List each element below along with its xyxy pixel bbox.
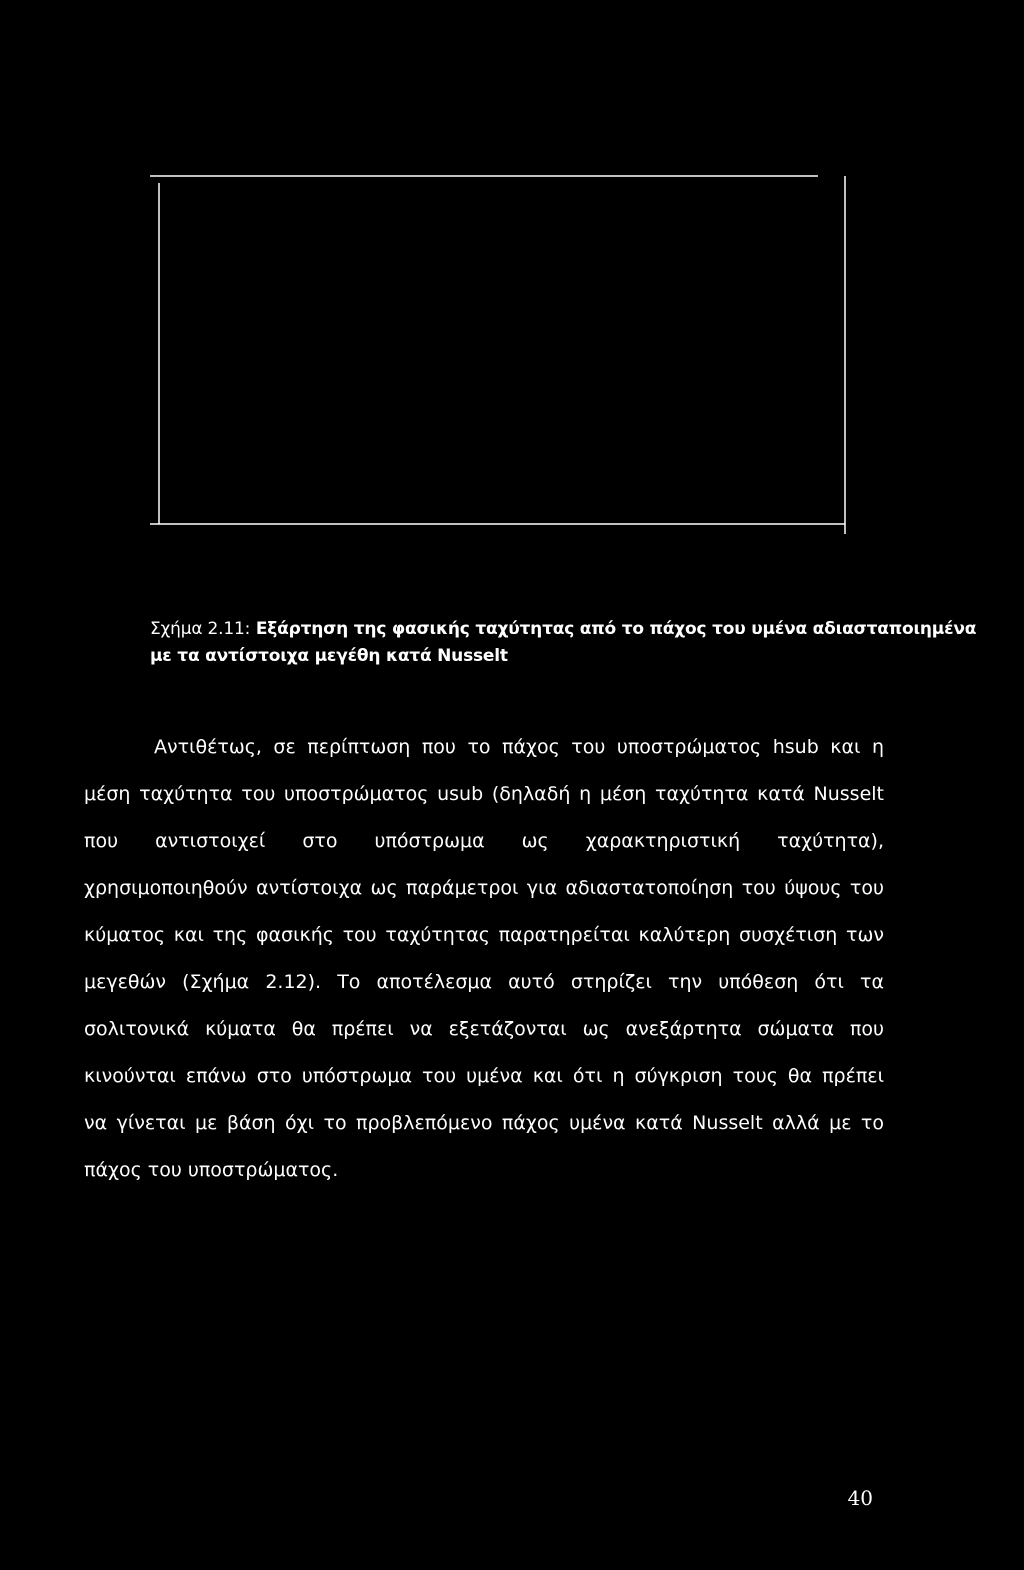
paragraph-line: μεγεθών (Σχήμα 2.12). Το αποτέλεσμα αυτό στηρίζει την υπόθεση ότι τα — [84, 971, 884, 993]
paragraph-line: που αντιστοιχεί στο υπόστρωμα ως χαρακτηριστική ταχύτητα), — [84, 830, 884, 852]
caption-text-1: Εξάρτηση της φασικής ταχύτητας από το πάχος του υμένα αδιασταποιημένα — [255, 619, 977, 639]
caption-label: Σχήμα 2.11: — [150, 619, 251, 639]
paragraph-line: να γίνεται με βάση όχι το προβλεπόμενο πάχος υμένα κατά Nusselt αλλά με το — [84, 1112, 884, 1134]
body-paragraph — [84, 724, 884, 1194]
paragraph-line: πάχος του υποστρώματος. — [84, 1159, 339, 1181]
paragraph-line: μέση ταχύτητα του υποστρώματος usub (δηλαδή η μέση ταχύτητα κατά Nusselt — [84, 783, 884, 805]
paragraph-line: Αντιθέτως, σε περίπτωση που το πάχος του υποστρώματος hsub και η — [154, 736, 884, 758]
caption-line-2: με τα αντίστοιχα μεγέθη κατά Nusselt — [150, 646, 508, 666]
paragraph-line: κύματος και της φασικής του ταχύτητας παρατηρείται καλύτερη συσχέτιση των — [84, 924, 884, 946]
figure-frame — [0, 0, 1024, 560]
figure-caption — [150, 616, 977, 670]
caption-line-1 — [150, 616, 977, 643]
paragraph-line: χρησιμοποιηθούν αντίστοιχα ως παράμετροι για αδιαστατοποίηση του ύψους του — [84, 877, 884, 899]
paragraph-line: κινούνται επάνω στο υπόστρωμα του υμένα και ότι η σύγκριση τους θα πρέπει — [84, 1065, 884, 1087]
paragraph-line: σολιτονικά κύματα θα πρέπει να εξετάζονται ως ανεξάρτητα σώματα που — [84, 1018, 884, 1040]
page-number: 40 — [847, 1486, 873, 1510]
figure-border — [0, 0, 1024, 560]
